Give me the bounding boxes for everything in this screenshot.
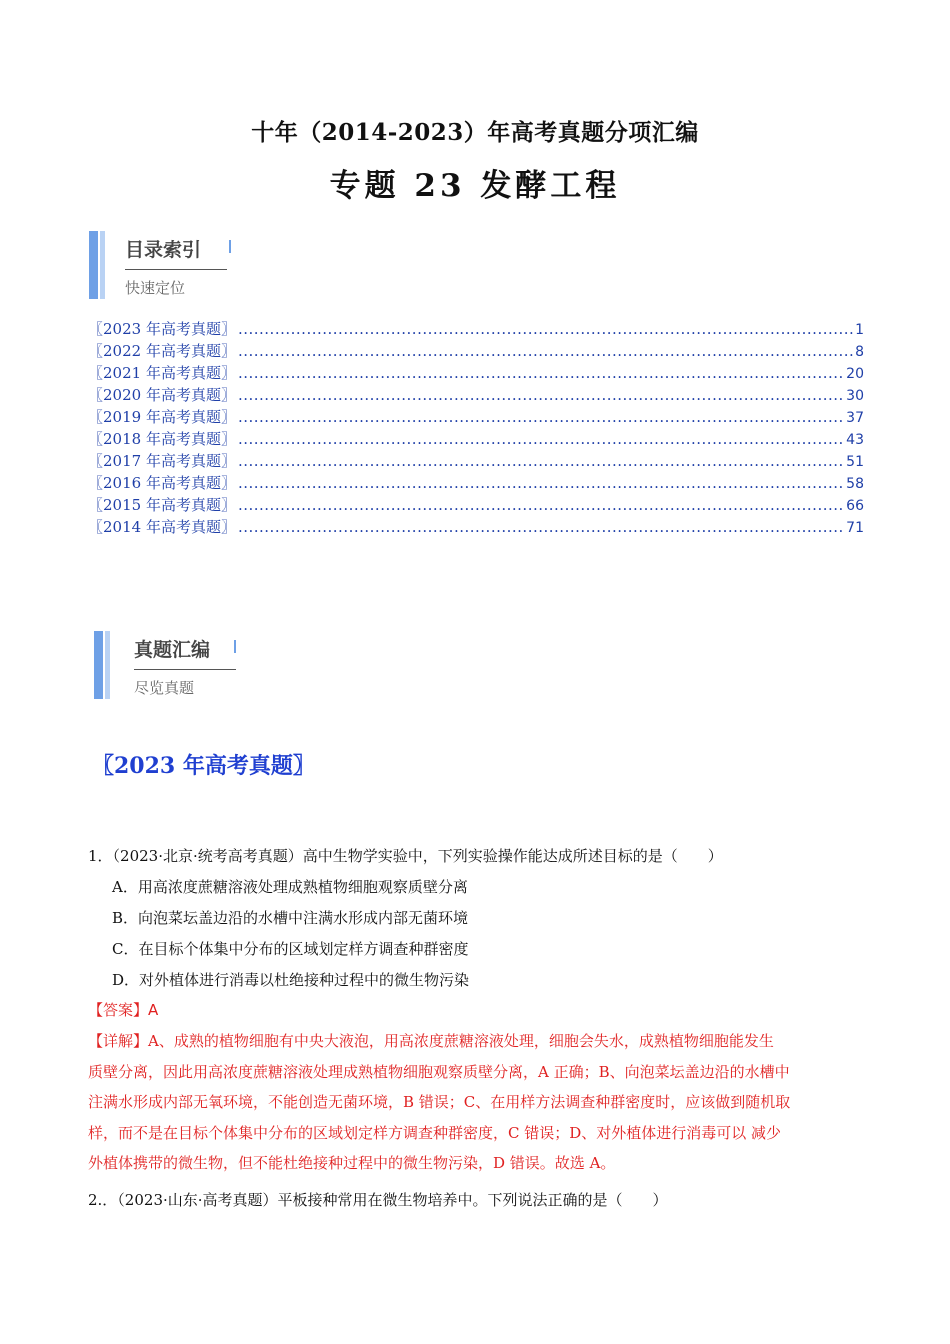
toc-entry[interactable] — [88, 318, 864, 340]
badge-bar-light — [100, 231, 105, 299]
toc-label: 〖2020 年高考真题〗 — [88, 386, 236, 404]
toc-page: 51 — [846, 454, 864, 470]
toc-page: 30 — [846, 388, 864, 404]
detail-line: 样，而不是在目标个体集中分布的区域划定样方调查种群密度，C 错误；D、对外植体进行消毒可以 减少 — [88, 1123, 782, 1142]
detail-line: 外植体携带的微生物，但不能杜绝接种过程中的微生物污染，D 错误。故选 A。 — [88, 1154, 616, 1172]
badge-rule — [134, 669, 236, 670]
badge-tick — [234, 640, 236, 653]
toc-leader — [238, 362, 844, 384]
detail-line: 注满水形成内部无氧环境，不能创造无菌环境，B 错误；C、在用样方法调查种群密度时，应该做到随机取 — [88, 1093, 791, 1111]
question-1-answer — [88, 995, 863, 1026]
document-title: 十年（2014-2023）年高考真题分项汇编 — [251, 119, 699, 146]
toc-entry[interactable] — [88, 428, 864, 450]
toc-entry[interactable] — [88, 384, 864, 406]
toc-entry[interactable] — [88, 516, 864, 538]
toc-label: 〖2014 年高考真题〗 — [88, 518, 236, 536]
section-heading: 〖2023 年高考真题〗 — [92, 753, 315, 779]
question-1-explanation — [88, 1026, 863, 1179]
toc-leader — [238, 340, 853, 362]
answer-value: A — [148, 1001, 159, 1019]
answer-label: 【答案】 — [88, 1001, 149, 1019]
badge-bar — [94, 631, 103, 699]
badge-title: 目录索引 — [125, 239, 202, 261]
toc-entry[interactable] — [88, 362, 864, 384]
detail-line: A、成熟的植物细胞有中央大液泡，用高浓度蔗糖溶液处理，细胞会失水，成熟植物细胞能发生 — [148, 1032, 774, 1050]
toc-entry[interactable] — [88, 494, 864, 516]
toc-page: 43 — [846, 432, 864, 448]
toc-label: 〖2021 年高考真题〗 — [88, 364, 236, 382]
detail-line: 质壁分离，因此用高浓度蔗糖溶液处理成熟植物细胞观察质壁分离，A 正确；B、向泡菜坛盖边沿的水槽中 — [88, 1062, 790, 1081]
toc-page: 37 — [846, 410, 864, 426]
toc-page: 1 — [855, 322, 864, 338]
toc-label: 〖2016 年高考真题〗 — [88, 474, 236, 492]
question-1-option-d: D．对外植体进行消毒以杜绝接种过程中的微生物污染 — [112, 971, 470, 989]
toc-label: 〖2019 年高考真题〗 — [88, 408, 236, 426]
toc-leader — [238, 384, 844, 406]
toc-label: 〖2018 年高考真题〗 — [88, 430, 236, 448]
toc-entry[interactable] — [88, 340, 864, 362]
toc-badge — [89, 231, 259, 303]
toc-entry[interactable] — [88, 406, 864, 428]
question-1-option-a: A．用高浓度蔗糖溶液处理成熟植物细胞观察质壁分离 — [112, 878, 468, 896]
toc-leader — [238, 406, 844, 428]
toc-leader — [238, 516, 844, 538]
question-2-stem: 2.．（2023·山东·高考真题）平板接种常用在微生物培养中。下列说法正确的是（ ） — [88, 1191, 668, 1209]
toc-page: 58 — [846, 476, 864, 492]
toc-page: 71 — [846, 520, 864, 536]
question-1-option-b: B．向泡菜坛盖边沿的水槽中注满水形成内部无菌环境 — [112, 909, 469, 927]
badge-tick — [229, 240, 231, 253]
question-1-stem: 1．（2023·北京·统考高考真题）高中生物学实验中，下列实验操作能达成所述目标的是（ ） — [88, 847, 723, 865]
toc-label: 〖2022 年高考真题〗 — [88, 342, 236, 360]
toc-leader — [238, 318, 853, 340]
toc-entry[interactable] — [88, 450, 864, 472]
detail-label: 【详解】 — [88, 1032, 149, 1050]
topic-title: 专题 23 发酵工程 — [329, 168, 621, 204]
badge-bar — [89, 231, 98, 299]
toc-page: 66 — [846, 498, 864, 514]
toc-entry[interactable] — [88, 472, 864, 494]
questions-badge — [94, 631, 264, 703]
question-1-option-c: C．在目标个体集中分布的区域划定样方调查种群密度 — [112, 940, 469, 958]
toc-leader — [238, 494, 844, 516]
toc-leader — [238, 450, 844, 472]
badge-caption: 快速定位 — [125, 279, 186, 297]
toc-leader — [238, 428, 844, 450]
badge-bar-light — [105, 631, 110, 699]
toc-page: 20 — [846, 366, 864, 382]
toc-label: 〖2017 年高考真题〗 — [88, 452, 236, 470]
toc-leader — [238, 472, 844, 494]
toc-page: 8 — [855, 344, 864, 360]
badge-caption: 尽览真题 — [134, 679, 195, 697]
table-of-contents — [88, 318, 864, 538]
badge-rule — [125, 269, 227, 270]
toc-label: 〖2023 年高考真题〗 — [88, 320, 236, 338]
toc-label: 〖2015 年高考真题〗 — [88, 496, 236, 514]
badge-title: 真题汇编 — [134, 639, 211, 661]
